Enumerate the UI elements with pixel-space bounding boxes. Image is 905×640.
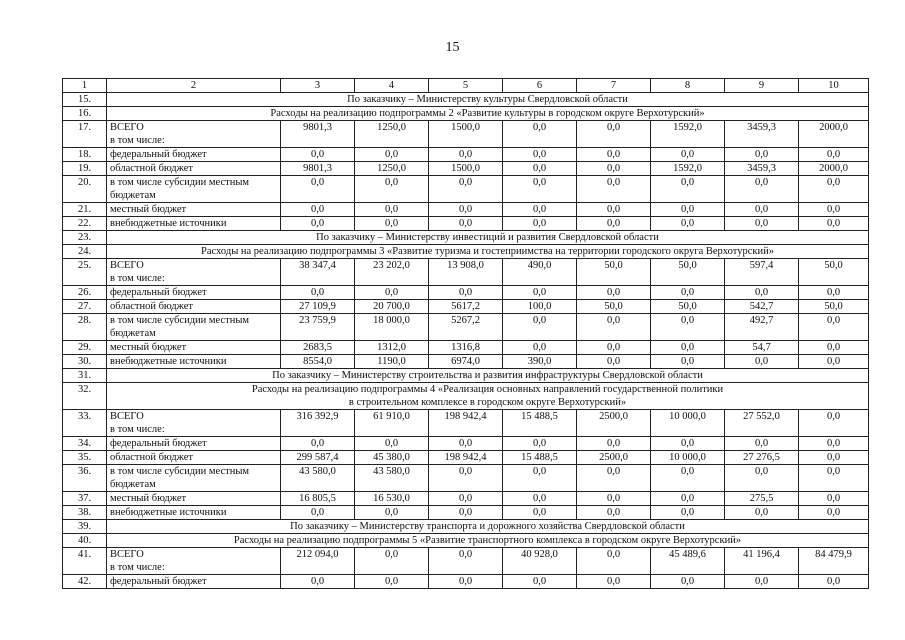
- row-label: ВСЕГО в том числе:: [107, 259, 281, 286]
- column-number: 9: [725, 79, 799, 93]
- column-number: 5: [429, 79, 503, 93]
- row-number: 18.: [63, 148, 107, 162]
- table-row: [63, 410, 869, 437]
- value-cell: 0,0: [651, 286, 725, 300]
- value-cell: 0,0: [799, 437, 869, 451]
- value-cell: 0,0: [429, 148, 503, 162]
- row-number: 31.: [63, 369, 107, 383]
- value-cell: 0,0: [503, 492, 577, 506]
- value-cell: 0,0: [503, 203, 577, 217]
- value-cell: 0,0: [725, 217, 799, 231]
- value-cell: 1250,0: [355, 162, 429, 176]
- value-cell: 0,0: [577, 465, 651, 492]
- value-cell: 0,0: [429, 286, 503, 300]
- row-label: внебюджетные источники: [107, 355, 281, 369]
- value-cell: 0,0: [429, 506, 503, 520]
- value-cell: 212 094,0: [281, 548, 355, 575]
- section-heading: Расходы на реализацию подпрограммы 2 «Развитие культуры в городском округе Верхотурский»: [107, 107, 869, 121]
- page-number: 15: [445, 40, 460, 55]
- value-cell: 1500,0: [429, 121, 503, 148]
- column-number: 7: [577, 79, 651, 93]
- value-cell: 0,0: [651, 437, 725, 451]
- row-number: 17.: [63, 121, 107, 148]
- table-row: [63, 369, 869, 383]
- value-cell: 1312,0: [355, 341, 429, 355]
- value-cell: 0,0: [281, 575, 355, 589]
- value-cell: 275,5: [725, 492, 799, 506]
- table-row: [63, 231, 869, 245]
- column-number: 3: [281, 79, 355, 93]
- column-number: 4: [355, 79, 429, 93]
- value-cell: 2683,5: [281, 341, 355, 355]
- value-cell: 27 276,5: [725, 451, 799, 465]
- value-cell: 0,0: [799, 465, 869, 492]
- value-cell: 0,0: [281, 506, 355, 520]
- value-cell: 0,0: [799, 148, 869, 162]
- value-cell: 43 580,0: [281, 465, 355, 492]
- row-number: 35.: [63, 451, 107, 465]
- value-cell: 0,0: [799, 410, 869, 437]
- value-cell: 43 580,0: [355, 465, 429, 492]
- row-number: 24.: [63, 245, 107, 259]
- value-cell: 5267,2: [429, 314, 503, 341]
- row-number: 38.: [63, 506, 107, 520]
- row-number: 27.: [63, 300, 107, 314]
- value-cell: 0,0: [355, 217, 429, 231]
- value-cell: 0,0: [651, 575, 725, 589]
- row-label: местный бюджет: [107, 492, 281, 506]
- value-cell: 50,0: [577, 300, 651, 314]
- row-number: 42.: [63, 575, 107, 589]
- value-cell: 0,0: [651, 506, 725, 520]
- section-heading: По заказчику – Министерству инвестиций и развития Свердловской области: [107, 231, 869, 245]
- row-label: местный бюджет: [107, 341, 281, 355]
- value-cell: 61 910,0: [355, 410, 429, 437]
- value-cell: 0,0: [725, 148, 799, 162]
- value-cell: 45 380,0: [355, 451, 429, 465]
- value-cell: 0,0: [503, 575, 577, 589]
- row-number: 34.: [63, 437, 107, 451]
- value-cell: 0,0: [799, 451, 869, 465]
- row-label: ВСЕГО в том числе:: [107, 548, 281, 575]
- value-cell: 0,0: [503, 121, 577, 148]
- row-number: 16.: [63, 107, 107, 121]
- value-cell: 0,0: [799, 286, 869, 300]
- value-cell: 0,0: [577, 121, 651, 148]
- row-number: 29.: [63, 341, 107, 355]
- value-cell: 23 202,0: [355, 259, 429, 286]
- value-cell: 0,0: [725, 286, 799, 300]
- value-cell: 0,0: [355, 148, 429, 162]
- value-cell: 50,0: [651, 300, 725, 314]
- value-cell: 0,0: [577, 492, 651, 506]
- value-cell: 0,0: [799, 492, 869, 506]
- value-cell: 0,0: [651, 217, 725, 231]
- table-row: [63, 148, 869, 162]
- row-label: федеральный бюджет: [107, 286, 281, 300]
- value-cell: 0,0: [725, 465, 799, 492]
- table-row: [63, 245, 869, 259]
- table-row: [63, 534, 869, 548]
- row-number: 37.: [63, 492, 107, 506]
- section-heading: Расходы на реализацию подпрограммы 3 «Развитие туризма и гостеприимства на территории городского округа Верхотурский»: [107, 245, 869, 259]
- value-cell: 0,0: [577, 148, 651, 162]
- value-cell: 0,0: [355, 286, 429, 300]
- value-cell: 23 759,9: [281, 314, 355, 341]
- value-cell: 0,0: [429, 437, 503, 451]
- value-cell: 0,0: [651, 465, 725, 492]
- value-cell: 45 489,6: [651, 548, 725, 575]
- table-row: [63, 465, 869, 492]
- value-cell: 0,0: [725, 437, 799, 451]
- value-cell: 2000,0: [799, 121, 869, 148]
- value-cell: 0,0: [799, 575, 869, 589]
- value-cell: 0,0: [429, 492, 503, 506]
- table-row: [63, 314, 869, 341]
- row-number: 20.: [63, 176, 107, 203]
- value-cell: 100,0: [503, 300, 577, 314]
- value-cell: 0,0: [503, 286, 577, 300]
- value-cell: 0,0: [651, 314, 725, 341]
- row-label: областной бюджет: [107, 300, 281, 314]
- value-cell: 542,7: [725, 300, 799, 314]
- table-row: [63, 93, 869, 107]
- value-cell: 9801,3: [281, 162, 355, 176]
- value-cell: 0,0: [725, 355, 799, 369]
- value-cell: 6974,0: [429, 355, 503, 369]
- value-cell: 0,0: [503, 465, 577, 492]
- value-cell: 3459,3: [725, 121, 799, 148]
- row-number: 30.: [63, 355, 107, 369]
- value-cell: 0,0: [429, 465, 503, 492]
- value-cell: 2000,0: [799, 162, 869, 176]
- value-cell: 0,0: [281, 148, 355, 162]
- row-number: 26.: [63, 286, 107, 300]
- section-heading: Расходы на реализацию подпрограммы 4 «Реализация основных направлений государственной политики в строительном комплексе в городском округе Верхотурский»: [107, 383, 869, 410]
- value-cell: 0,0: [577, 575, 651, 589]
- section-heading: По заказчику – Министерству культуры Свердловской области: [107, 93, 869, 107]
- value-cell: 0,0: [281, 203, 355, 217]
- value-cell: 1592,0: [651, 162, 725, 176]
- table-row: [63, 383, 869, 410]
- table-row: [63, 575, 869, 589]
- table-row: [63, 506, 869, 520]
- column-number: 6: [503, 79, 577, 93]
- value-cell: 16 530,0: [355, 492, 429, 506]
- value-cell: 0,0: [503, 314, 577, 341]
- value-cell: 3459,3: [725, 162, 799, 176]
- value-cell: 0,0: [503, 437, 577, 451]
- value-cell: 0,0: [577, 162, 651, 176]
- section-heading: По заказчику – Министерству транспорта и дорожного хозяйства Свердловской области: [107, 520, 869, 534]
- value-cell: 1592,0: [651, 121, 725, 148]
- value-cell: 27 109,9: [281, 300, 355, 314]
- value-cell: 0,0: [503, 341, 577, 355]
- value-cell: 0,0: [799, 176, 869, 203]
- value-cell: 20 700,0: [355, 300, 429, 314]
- table-row: [63, 162, 869, 176]
- row-number: 41.: [63, 548, 107, 575]
- row-label: областной бюджет: [107, 451, 281, 465]
- table-row: [63, 548, 869, 575]
- value-cell: 0,0: [429, 176, 503, 203]
- table-row: [63, 341, 869, 355]
- value-cell: 0,0: [503, 162, 577, 176]
- value-cell: 0,0: [355, 575, 429, 589]
- value-cell: 0,0: [651, 341, 725, 355]
- value-cell: 0,0: [577, 203, 651, 217]
- row-label: ВСЕГО в том числе:: [107, 410, 281, 437]
- row-number: 33.: [63, 410, 107, 437]
- value-cell: 2500,0: [577, 410, 651, 437]
- value-cell: 0,0: [355, 548, 429, 575]
- value-cell: 0,0: [281, 286, 355, 300]
- value-cell: 50,0: [799, 259, 869, 286]
- value-cell: 16 805,5: [281, 492, 355, 506]
- column-number: 1: [63, 79, 107, 93]
- value-cell: 0,0: [577, 286, 651, 300]
- column-number: 2: [107, 79, 281, 93]
- value-cell: 490,0: [503, 259, 577, 286]
- value-cell: 0,0: [577, 355, 651, 369]
- value-cell: 0,0: [799, 506, 869, 520]
- value-cell: 0,0: [577, 341, 651, 355]
- value-cell: 0,0: [577, 314, 651, 341]
- row-label: внебюджетные источники: [107, 506, 281, 520]
- table-row: [63, 300, 869, 314]
- value-cell: 9801,3: [281, 121, 355, 148]
- value-cell: 38 347,4: [281, 259, 355, 286]
- value-cell: 0,0: [577, 437, 651, 451]
- value-cell: 316 392,9: [281, 410, 355, 437]
- row-label: областной бюджет: [107, 162, 281, 176]
- value-cell: 10 000,0: [651, 410, 725, 437]
- row-number: 39.: [63, 520, 107, 534]
- value-cell: 0,0: [429, 548, 503, 575]
- row-label: внебюджетные источники: [107, 217, 281, 231]
- budget-table: [62, 78, 869, 589]
- value-cell: 0,0: [503, 176, 577, 203]
- value-cell: 0,0: [281, 217, 355, 231]
- table-row: [63, 121, 869, 148]
- value-cell: 8554,0: [281, 355, 355, 369]
- row-label: федеральный бюджет: [107, 437, 281, 451]
- value-cell: 0,0: [799, 217, 869, 231]
- value-cell: 0,0: [651, 148, 725, 162]
- value-cell: 0,0: [725, 506, 799, 520]
- section-heading: По заказчику – Министерству строительства и развития инфраструктуры Свердловской области: [107, 369, 869, 383]
- value-cell: 13 908,0: [429, 259, 503, 286]
- value-cell: 0,0: [799, 355, 869, 369]
- value-cell: 50,0: [651, 259, 725, 286]
- value-cell: 15 488,5: [503, 451, 577, 465]
- value-cell: 0,0: [429, 203, 503, 217]
- value-cell: 0,0: [651, 355, 725, 369]
- value-cell: 0,0: [725, 176, 799, 203]
- header-row: [63, 79, 869, 93]
- value-cell: 0,0: [429, 575, 503, 589]
- value-cell: 198 942,4: [429, 451, 503, 465]
- row-label: ВСЕГО в том числе:: [107, 121, 281, 148]
- section-heading: Расходы на реализацию подпрограммы 5 «Развитие транспортного комплекса в городском округе Верхотурский»: [107, 534, 869, 548]
- row-number: 25.: [63, 259, 107, 286]
- row-label: в том числе субсидии местным бюджетам: [107, 465, 281, 492]
- row-number: 40.: [63, 534, 107, 548]
- value-cell: 2500,0: [577, 451, 651, 465]
- value-cell: 1500,0: [429, 162, 503, 176]
- value-cell: 1316,8: [429, 341, 503, 355]
- value-cell: 54,7: [725, 341, 799, 355]
- value-cell: 0,0: [651, 203, 725, 217]
- row-number: 22.: [63, 217, 107, 231]
- value-cell: 0,0: [725, 575, 799, 589]
- table-row: [63, 355, 869, 369]
- value-cell: 1190,0: [355, 355, 429, 369]
- value-cell: 0,0: [355, 437, 429, 451]
- value-cell: 0,0: [799, 203, 869, 217]
- table-body: [63, 79, 869, 589]
- value-cell: 5617,2: [429, 300, 503, 314]
- column-number: 10: [799, 79, 869, 93]
- value-cell: 50,0: [577, 259, 651, 286]
- value-cell: 40 928,0: [503, 548, 577, 575]
- value-cell: 0,0: [651, 176, 725, 203]
- value-cell: 18 000,0: [355, 314, 429, 341]
- value-cell: 0,0: [577, 548, 651, 575]
- value-cell: 50,0: [799, 300, 869, 314]
- value-cell: 0,0: [355, 203, 429, 217]
- value-cell: 0,0: [799, 341, 869, 355]
- value-cell: 0,0: [355, 506, 429, 520]
- value-cell: 0,0: [651, 492, 725, 506]
- value-cell: 0,0: [725, 203, 799, 217]
- value-cell: 0,0: [577, 217, 651, 231]
- table-row: [63, 286, 869, 300]
- value-cell: 27 552,0: [725, 410, 799, 437]
- row-label: в том числе субсидии местным бюджетам: [107, 314, 281, 341]
- row-label: в том числе субсидии местным бюджетам: [107, 176, 281, 203]
- value-cell: 0,0: [503, 217, 577, 231]
- value-cell: 299 587,4: [281, 451, 355, 465]
- row-label: местный бюджет: [107, 203, 281, 217]
- row-label: федеральный бюджет: [107, 575, 281, 589]
- row-number: 23.: [63, 231, 107, 245]
- row-number: 15.: [63, 93, 107, 107]
- row-number: 28.: [63, 314, 107, 341]
- value-cell: 41 196,4: [725, 548, 799, 575]
- row-label: федеральный бюджет: [107, 148, 281, 162]
- value-cell: 0,0: [281, 176, 355, 203]
- column-number: 8: [651, 79, 725, 93]
- value-cell: 10 000,0: [651, 451, 725, 465]
- table-row: [63, 217, 869, 231]
- value-cell: 597,4: [725, 259, 799, 286]
- table-row: [63, 492, 869, 506]
- row-number: 19.: [63, 162, 107, 176]
- value-cell: 198 942,4: [429, 410, 503, 437]
- row-number: 32.: [63, 383, 107, 410]
- value-cell: 0,0: [799, 314, 869, 341]
- value-cell: 0,0: [577, 506, 651, 520]
- table-row: [63, 107, 869, 121]
- row-number: 36.: [63, 465, 107, 492]
- table-row: [63, 437, 869, 451]
- value-cell: 390,0: [503, 355, 577, 369]
- table-row: [63, 520, 869, 534]
- value-cell: 0,0: [281, 437, 355, 451]
- value-cell: 0,0: [503, 148, 577, 162]
- table-row: [63, 451, 869, 465]
- table-row: [63, 203, 869, 217]
- value-cell: 0,0: [429, 217, 503, 231]
- table-row: [63, 176, 869, 203]
- value-cell: 84 479,9: [799, 548, 869, 575]
- value-cell: 0,0: [355, 176, 429, 203]
- value-cell: 1250,0: [355, 121, 429, 148]
- table-row: [63, 259, 869, 286]
- row-number: 21.: [63, 203, 107, 217]
- value-cell: 0,0: [503, 506, 577, 520]
- value-cell: 0,0: [577, 176, 651, 203]
- value-cell: 15 488,5: [503, 410, 577, 437]
- value-cell: 492,7: [725, 314, 799, 341]
